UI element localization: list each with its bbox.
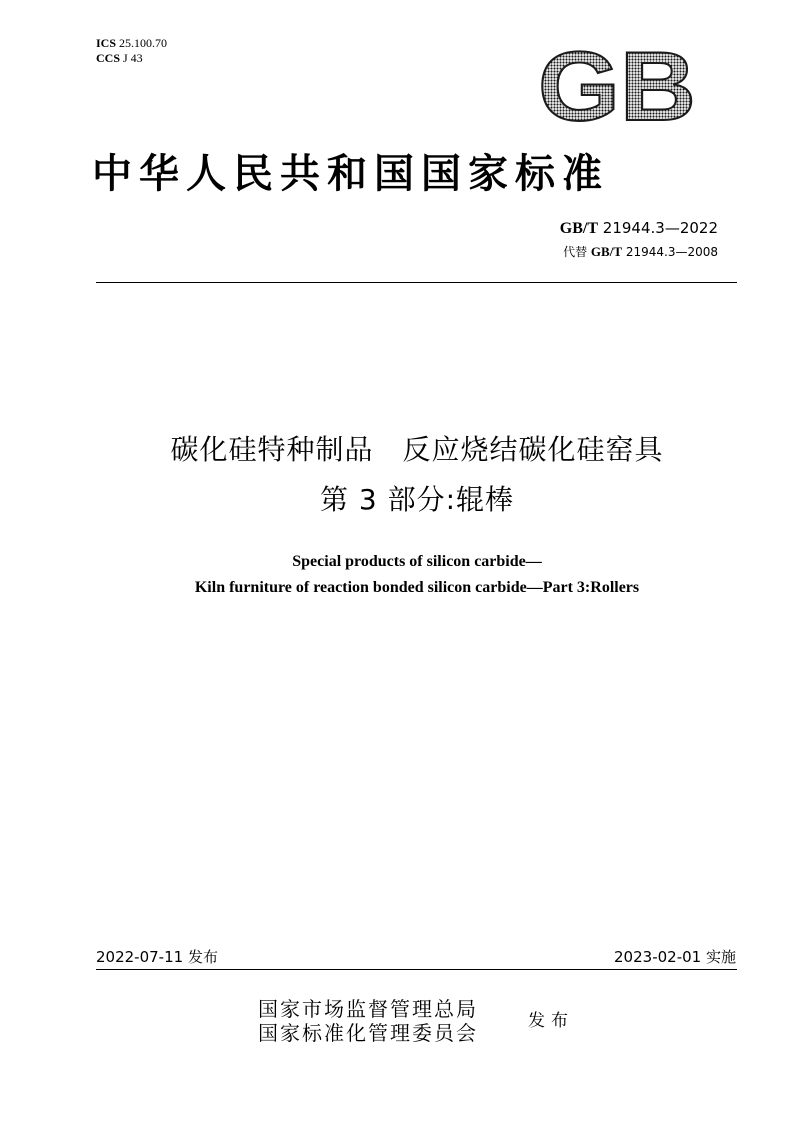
english-title-line1: Special products of silicon carbide— [292, 553, 542, 570]
issuer-sac: 国家标准化管理委员会 [258, 1021, 478, 1045]
national-standard-title: 中华人民共和国国家标准 [92, 150, 609, 197]
chinese-title-line2: 第 3 部分:辊棒 [319, 483, 515, 516]
standard-number: GB/T 21944.3—2022 [559, 219, 718, 237]
bottom-divider [96, 969, 737, 970]
classification-codes [96, 36, 167, 66]
issue-date: 2022-07-11 发布 [96, 948, 218, 966]
replaces-standard: 代替 GB/T 21944.3—2008 [563, 244, 718, 259]
ics-code: ICS 25.100.70 [96, 36, 168, 50]
ccs-code: CCS J 43 [96, 51, 143, 65]
top-divider [96, 282, 737, 283]
implementation-date: 2023-02-01 实施 [614, 948, 736, 966]
issuer-samr: 国家市场监督管理总局 [258, 997, 478, 1021]
chinese-title-line1: 碳化硅特种制品 反应烧结碳化硅窑具 [170, 433, 664, 466]
english-title-line2: Kiln furniture of reaction bonded silicon carbide—Part 3:Rollers [194, 579, 640, 596]
issuance-word: 发布 [528, 1011, 574, 1031]
gb-logo [538, 46, 696, 126]
gb-logo-text: GB [538, 46, 696, 126]
